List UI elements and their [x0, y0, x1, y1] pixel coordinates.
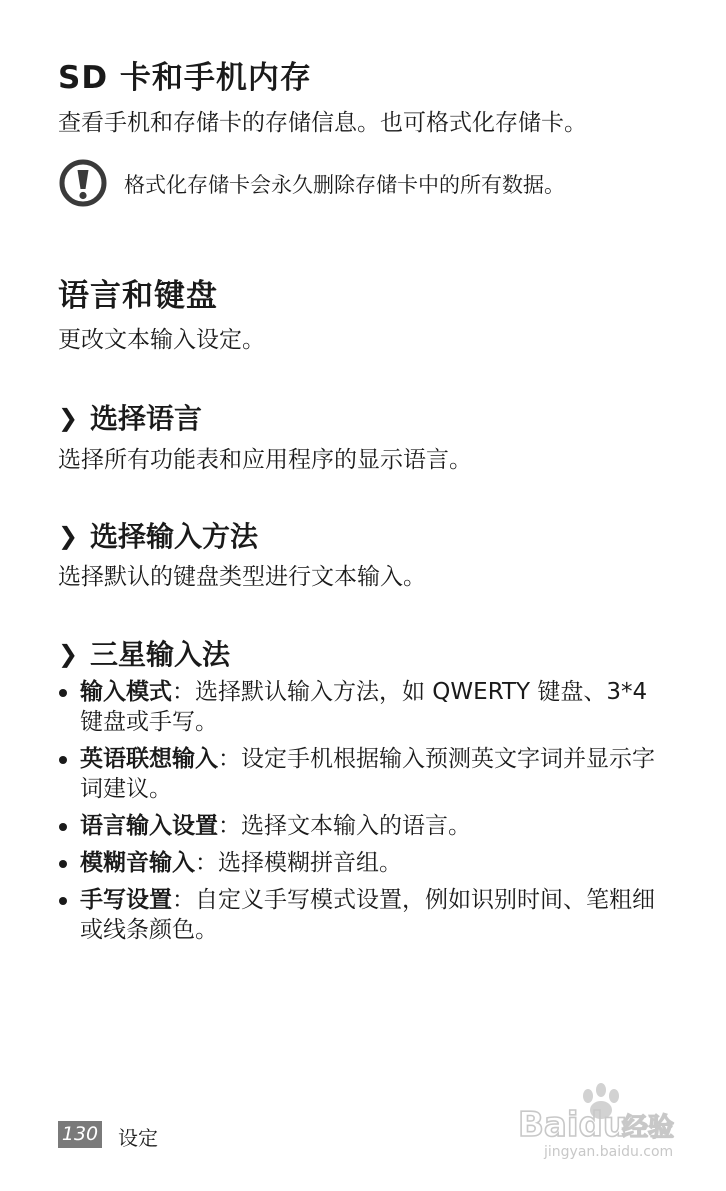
list-item	[58, 848, 668, 878]
list-item-term: 手写设置	[80, 887, 172, 913]
section-title-sd-storage: SD 卡和手机内存	[58, 60, 312, 96]
list-item-text: ：自定义手写模式设置，例如识别时间、笔粗细或线条颜色。	[80, 887, 655, 943]
subsection-desc-input-method: 选择默认的键盘类型进行文本输入。	[58, 564, 426, 590]
page-number: 130	[58, 1121, 102, 1148]
subsection-samsung-ime	[58, 633, 230, 673]
watermark-sub: 经验	[622, 1113, 675, 1143]
list-item-text: ：选择默认输入方法，如 QWERTY 键盘、3*4键盘或手写。	[80, 679, 648, 735]
list-item-term: 模糊音输入	[80, 850, 195, 876]
section-desc-language-keyboard: 更改文本输入设定。	[58, 327, 265, 353]
list-item-text: ：选择文本输入的语言。	[218, 813, 471, 839]
list-item-term: 英语联想输入	[80, 746, 218, 772]
samsung-ime-options-list	[58, 677, 668, 952]
footer-section-label: 设定	[118, 1126, 158, 1150]
list-item-text: ：选择模糊拼音组。	[195, 850, 402, 876]
subsection-title: 选择语言	[90, 402, 203, 435]
list-item-term: 输入模式	[80, 679, 172, 705]
list-item-term: 语言输入设置	[80, 813, 218, 839]
warning-text: 格式化存储卡会永久删除存储卡中的所有数据。	[124, 173, 565, 197]
list-item	[58, 811, 668, 841]
list-item	[58, 677, 668, 737]
list-item	[58, 744, 668, 804]
watermark-brand: Baidu	[518, 1105, 628, 1145]
subsection-select-language	[58, 397, 202, 437]
chevron-right-icon: ❯	[58, 522, 79, 550]
watermark-url: jingyan.baidu.com	[544, 1144, 674, 1160]
warning-notice	[58, 158, 678, 208]
section-title-language-keyboard: 语言和键盘	[58, 278, 218, 314]
subsection-title: 三星输入法	[90, 638, 231, 671]
baidu-jingyan-watermark	[512, 1082, 682, 1162]
chevron-right-icon: ❯	[58, 640, 79, 668]
list-item	[58, 885, 668, 945]
section-desc-sd-storage: 查看手机和存储卡的存储信息。也可格式化存储卡。	[58, 110, 587, 136]
subsection-input-method	[58, 515, 258, 555]
list-item-text: ：设定手机根据输入预测英文字词并显示字词建议。	[80, 746, 655, 802]
subsection-title: 选择输入方法	[90, 520, 259, 553]
warning-icon	[58, 158, 108, 208]
subsection-desc-select-language: 选择所有功能表和应用程序的显示语言。	[58, 447, 472, 473]
chevron-right-icon: ❯	[58, 404, 79, 432]
